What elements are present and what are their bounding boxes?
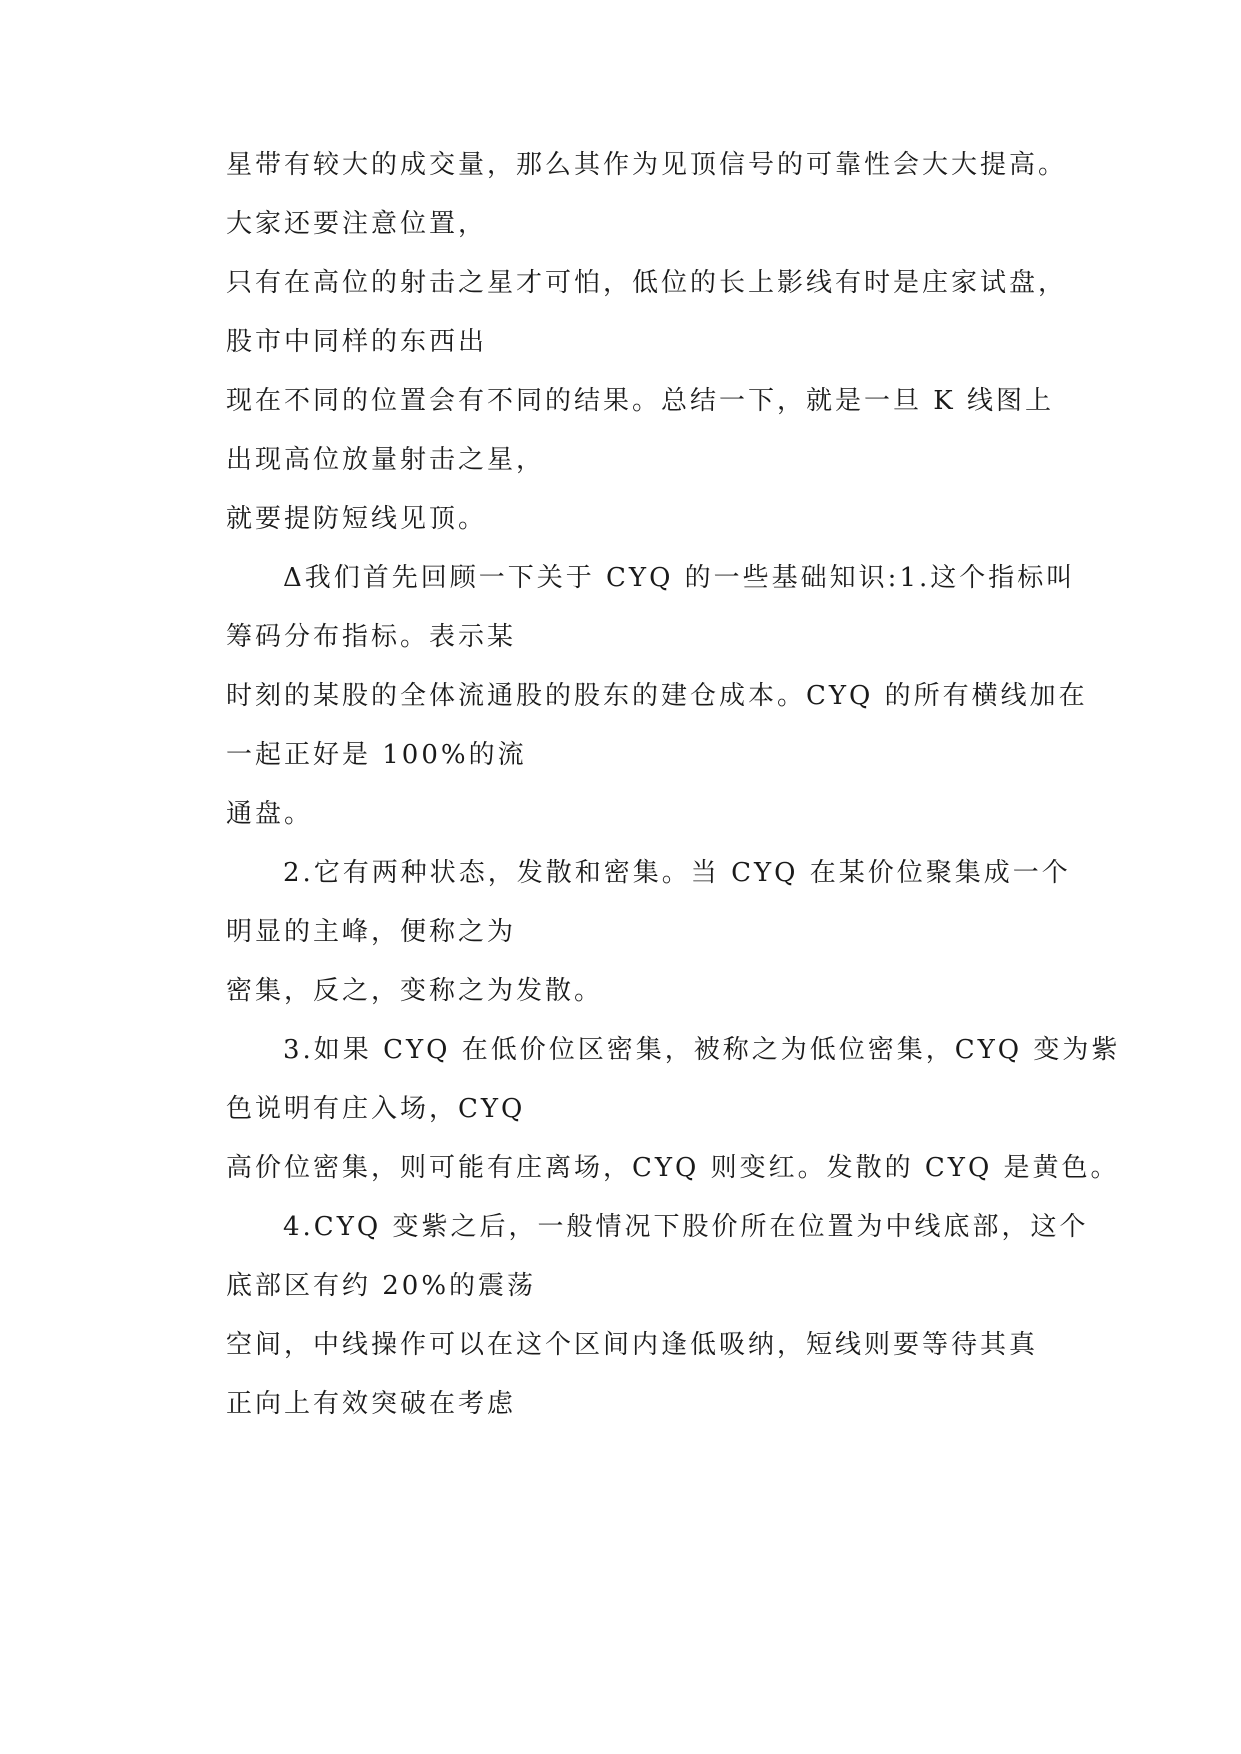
text-line: 大家还要注意位置， — [226, 209, 488, 239]
text-line: 一起正好是 100%的流 — [226, 740, 527, 770]
text-line: 股市中同样的东西出 — [226, 327, 488, 357]
text-line: 时刻的某股的全体流通股的股东的建仓成本。CYQ 的所有横线加在 — [226, 681, 1088, 711]
text-line: 密集，反之，变称之为发散。 — [226, 976, 604, 1006]
text-line: 通盘。 — [226, 799, 314, 829]
text-line: 高价位密集，则可能有庄离场，CYQ 则变红。发散的 CYQ 是黄色。 — [226, 1153, 1120, 1183]
text-line: 色说明有庄入场，CYQ — [226, 1094, 526, 1124]
text-line: 空间，中线操作可以在这个区间内逢低吸纳，短线则要等待其真 — [226, 1330, 1039, 1360]
text-line: 现在不同的位置会有不同的结果。总结一下，就是一旦 K 线图上 — [226, 386, 1054, 416]
paragraph-start-line: 2.它有两种状态，发散和密集。当 CYQ 在某价位聚集成一个 — [283, 858, 1071, 888]
paragraph-start-line: Δ我们首先回顾一下关于 CYQ 的一些基础知识:1.这个指标叫 — [283, 563, 1076, 593]
text-line: 只有在高位的射击之星才可怕，低位的长上影线有时是庄家试盘， — [226, 268, 1068, 298]
text-line: 底部区有约 20%的震荡 — [226, 1271, 537, 1301]
text-line: 筹码分布指标。表示某 — [226, 622, 517, 652]
text-line: 星带有较大的成交量，那么其作为见顶信号的可靠性会大大提高。 — [226, 150, 1068, 180]
text-line: 明显的主峰，便称之为 — [226, 917, 517, 947]
paragraph-start-line: 4.CYQ 变紫之后，一般情况下股价所在位置为中线底部，这个 — [283, 1212, 1089, 1242]
text-line: 就要提防短线见顶。 — [226, 504, 488, 534]
paragraph-start-line: 3.如果 CYQ 在低价位区密集，被称之为低位密集，CYQ 变为紫 — [283, 1035, 1121, 1065]
text-line: 出现高位放量射击之星， — [226, 445, 546, 475]
text-line: 正向上有效突破在考虑 — [226, 1389, 517, 1419]
